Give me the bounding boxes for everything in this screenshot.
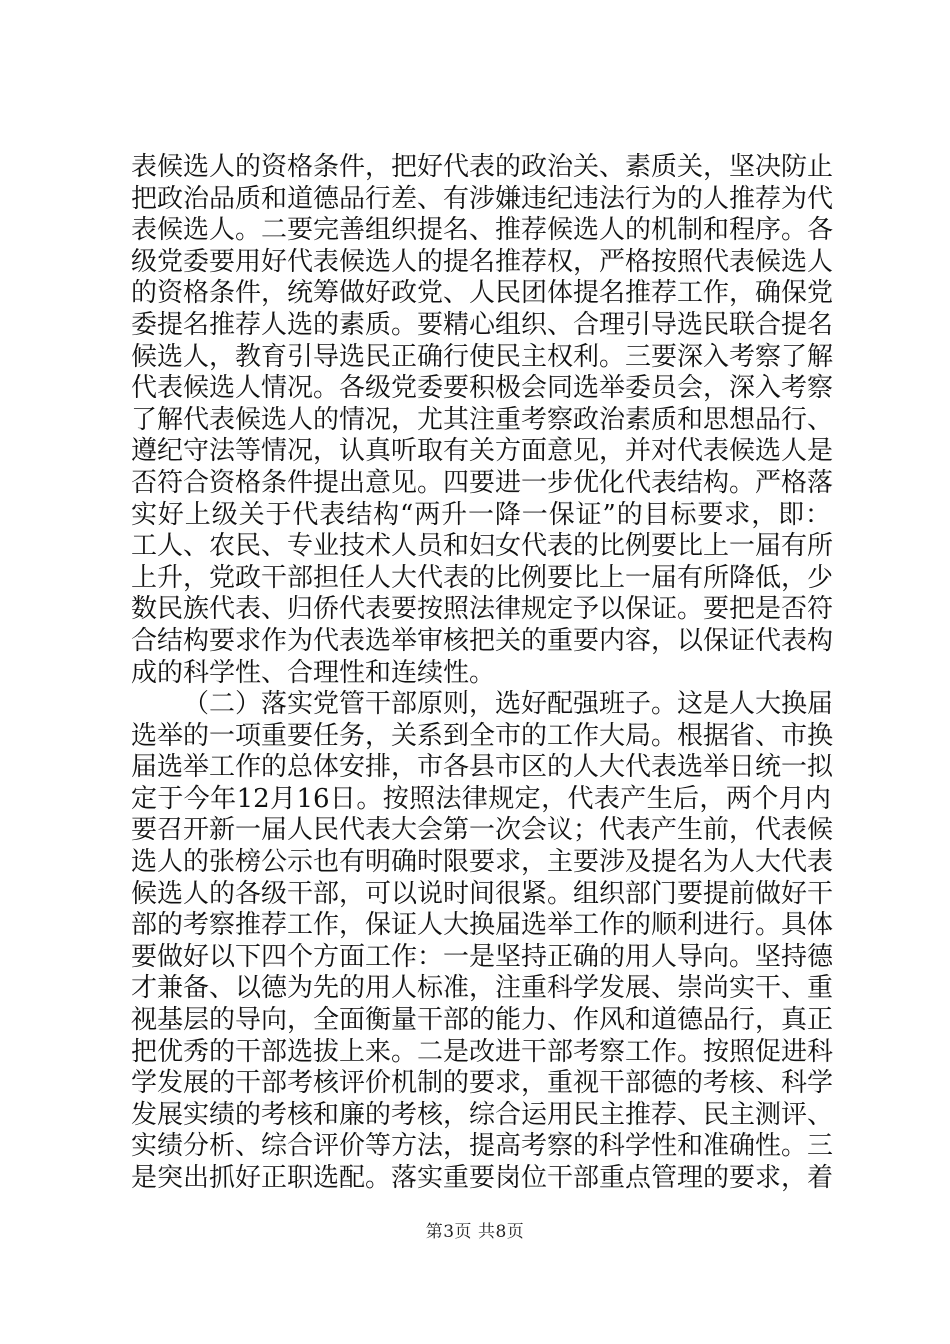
- text-line: 把政治品质和道德品行差、有涉嫌违纪违法行为的人推荐为代: [131, 183, 834, 214]
- text-line: 实绩分析、综合评价等方法，提高考察的科学性和准确性。三: [131, 1131, 834, 1162]
- text-line: 否符合资格条件提出意见。四要进一步优化代表结构。严格落: [131, 467, 834, 498]
- text-line: 实好上级关于代表结构“两升一降一保证”的目标要求，即：: [131, 499, 831, 530]
- text-line: 把优秀的干部选拔上来。二是改进干部考察工作。按照促进科: [131, 1036, 834, 1067]
- text-line: 届选举工作的总体安排，市各县市区的人大代表选举日统一拟: [131, 752, 834, 783]
- section-heading-line: （二）落实党管干部原则，选好配强班子。这是人大换届: [183, 689, 834, 720]
- text-line: 代表候选人情况。各级党委要积极会同选举委员会，深入考察: [131, 373, 834, 404]
- paragraph-end-line: 成的科学性、合理性和连续性。: [131, 657, 496, 688]
- text-line: 了解代表候选人的情况，尤其注重考察政治素质和思想品行、: [131, 404, 834, 435]
- text-line: 要做好以下四个方面工作：一是坚持正确的用人导向。坚持德: [131, 941, 834, 972]
- document-body: [131, 152, 834, 1195]
- page-number-footer: 第3页 共8页: [425, 1222, 525, 1242]
- text-line: 级党委要用好代表候选人的提名推荐权，严格按照代表候选人: [131, 246, 834, 277]
- text-line: 委提名推荐人选的素质。要精心组织、合理引导选民联合提名: [131, 309, 834, 340]
- text-line: 选人的张榜公示也有明确时限要求，主要涉及提名为人大代表: [131, 847, 834, 878]
- text-line: 是突出抓好正职选配。落实重要岗位干部重点管理的要求，着: [131, 1163, 834, 1193]
- text-line: 合结构要求作为代表选举审核把关的重要内容，以保证代表构: [131, 625, 834, 656]
- text-line: 的资格条件，统筹做好政党、人民团体提名推荐工作，确保党: [131, 278, 834, 309]
- text-line: 部的考察推荐工作，保证人大换届选举工作的顺利进行。具体: [131, 910, 834, 941]
- text-line: 视基层的导向，全面衡量干部的能力、作风和道德品行，真正: [131, 1005, 834, 1036]
- text-line: 表候选人。二要完善组织提名、推荐候选人的机制和程序。各: [131, 215, 834, 246]
- text-line: 工人、农民、专业技术人员和妇女代表的比例要比上一届有所: [131, 531, 834, 562]
- text-line: 定于今年12月16日。按照法律规定，代表产生后，两个月内: [131, 783, 831, 814]
- text-line: 要召开新一届人民代表大会第一次会议；代表产生前，代表候: [131, 815, 834, 846]
- text-line: 候选人的各级干部，可以说时间很紧。组织部门要提前做好干: [131, 878, 834, 909]
- text-line: 学发展的干部考核评价机制的要求，重视干部德的考核、科学: [131, 1068, 834, 1099]
- text-line: 候选人，教育引导选民正确行使民主权利。三要深入考察了解: [131, 341, 834, 372]
- text-line: 选举的一项重要任务，关系到全市的工作大局。根据省、市换: [131, 720, 834, 751]
- text-line: 数民族代表、归侨代表要按照法律规定予以保证。要把是否符: [131, 594, 834, 625]
- text-line: 发展实绩的考核和廉的考核，综合运用民主推荐、民主测评、: [131, 1099, 834, 1130]
- text-line: 遵纪守法等情况，认真听取有关方面意见，并对代表候选人是: [131, 436, 834, 467]
- text-line: 上升，党政干部担任人大代表的比例要比上一届有所降低，少: [131, 562, 834, 593]
- text-line: 表候选人的资格条件，把好代表的政治关、素质关，坚决防止: [131, 152, 834, 182]
- text-line: 才兼备、以德为先的用人标准，注重科学发展、崇尚实干、重: [131, 973, 834, 1004]
